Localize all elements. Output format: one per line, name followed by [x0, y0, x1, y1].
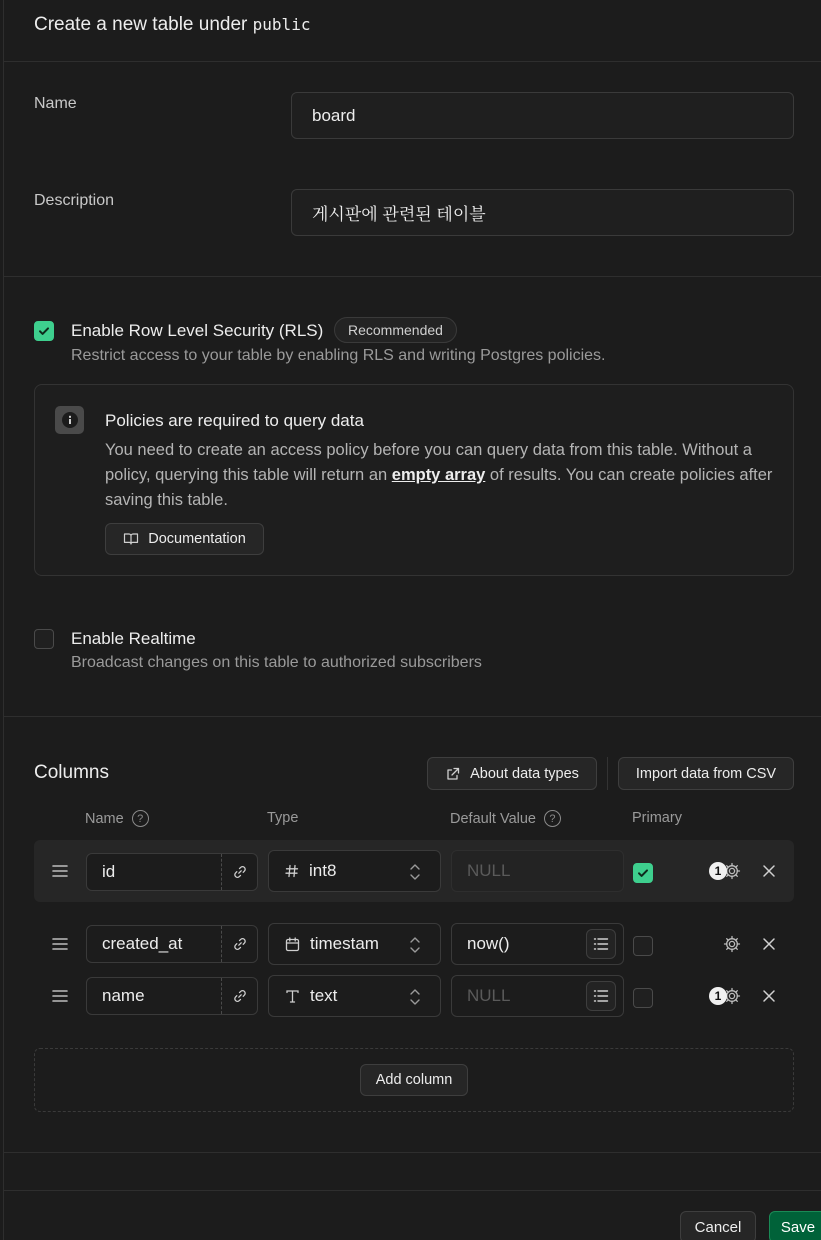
column-type-select[interactable] — [268, 975, 441, 1017]
gear-icon[interactable] — [723, 935, 741, 953]
primary-column-header: Primary — [632, 810, 682, 826]
create-table-panel — [3, 0, 821, 1240]
add-column-label: Add column — [375, 1072, 453, 1088]
import-csv-label: Import data from CSV — [635, 765, 777, 782]
help-icon[interactable]: ? — [544, 810, 561, 827]
column-default-input[interactable] — [451, 850, 624, 892]
info-icon — [55, 406, 84, 434]
drag-handle-icon[interactable] — [52, 989, 68, 1003]
rls-checkbox[interactable] — [34, 321, 54, 341]
divider — [4, 1152, 821, 1153]
column-name-input[interactable] — [86, 853, 258, 891]
notification-badge: 1 — [709, 862, 727, 880]
schema-name: public — [252, 15, 311, 34]
drag-handle-icon[interactable] — [52, 937, 68, 951]
external-link-icon — [445, 766, 461, 782]
column-name-value: id — [102, 862, 116, 881]
default-options-button[interactable] — [586, 929, 616, 959]
help-icon[interactable]: ? — [132, 810, 149, 827]
column-row — [34, 965, 794, 1027]
link-icon[interactable] — [221, 978, 257, 1014]
add-column-area — [34, 1048, 794, 1112]
name-input-value: board — [312, 105, 356, 125]
column-name-value: name — [102, 986, 145, 1005]
name-input[interactable] — [291, 92, 794, 139]
description-input-value: 게시판에 관련된 테이블 — [312, 205, 486, 224]
save-label: Save — [780, 1218, 816, 1236]
panel-title — [34, 14, 310, 36]
close-icon[interactable] — [762, 989, 776, 1003]
type-column-header: Type — [267, 810, 299, 826]
documentation-button[interactable] — [105, 523, 264, 555]
column-name-value: created_at — [102, 934, 183, 953]
link-icon[interactable] — [221, 854, 257, 890]
callout-body — [105, 438, 775, 513]
cancel-label: Cancel — [694, 1218, 742, 1236]
primary-checkbox[interactable] — [633, 863, 653, 883]
list-icon — [593, 937, 609, 951]
close-icon[interactable] — [762, 937, 776, 951]
title-text: Create a new table under — [34, 14, 248, 35]
close-icon[interactable] — [762, 864, 776, 878]
empty-array-link[interactable]: empty array — [391, 466, 486, 484]
cancel-button[interactable] — [680, 1211, 756, 1240]
check-icon — [636, 866, 650, 880]
description-label: Description — [34, 192, 115, 209]
columns-title: Columns — [34, 762, 109, 783]
column-type-value: int8 — [309, 861, 337, 880]
default-value: now() — [467, 934, 510, 953]
realtime-label: Enable Realtime — [71, 629, 196, 648]
name-header-label: Name — [85, 810, 124, 827]
divider — [4, 276, 821, 277]
save-button[interactable] — [769, 1211, 821, 1240]
column-type-select[interactable] — [268, 923, 441, 965]
calendar-icon — [285, 937, 300, 952]
recommended-badge: Recommended — [334, 317, 457, 343]
column-default-input[interactable] — [451, 923, 624, 965]
name-column-header — [85, 810, 149, 827]
policy-callout — [34, 384, 794, 576]
realtime-description: Broadcast changes on this table to authorized subscribers — [71, 654, 482, 671]
import-csv-button[interactable] — [618, 757, 794, 790]
realtime-checkbox[interactable] — [34, 629, 54, 649]
hash-icon — [285, 864, 299, 878]
column-row — [34, 840, 794, 902]
primary-checkbox[interactable] — [633, 936, 653, 956]
rls-label: Enable Row Level Security (RLS) — [71, 321, 324, 340]
list-icon — [593, 989, 609, 1003]
divider — [4, 716, 821, 717]
chevron-up-down-icon — [408, 862, 422, 882]
divider — [4, 1190, 821, 1191]
drag-handle-icon[interactable] — [52, 864, 68, 878]
callout-body-text: You need to create an access policy before you can query data from this table. Without a policy, querying this table will return an — [105, 441, 752, 484]
column-type-value: timestam — [310, 934, 379, 953]
default-header-label: Default Value — [450, 810, 536, 827]
column-default-input[interactable] — [451, 975, 624, 1017]
name-label: Name — [34, 95, 77, 112]
about-data-types-label: About data types — [470, 765, 579, 782]
callout-body-text-end: of results. You can create policies after saving this table. — [105, 466, 773, 509]
primary-checkbox[interactable] — [633, 988, 653, 1008]
notification-badge: 1 — [709, 987, 727, 1005]
about-data-types-button[interactable] — [427, 757, 597, 790]
description-input[interactable] — [291, 189, 794, 236]
default-placeholder: NULL — [467, 986, 511, 1005]
column-type-select[interactable] — [268, 850, 441, 892]
documentation-label: Documentation — [148, 531, 246, 547]
rls-description: Restrict access to your table by enabling RLS and writing Postgres policies. — [71, 347, 606, 364]
default-placeholder: NULL — [467, 861, 511, 880]
check-icon — [37, 324, 51, 338]
default-column-header — [450, 810, 561, 827]
add-column-button[interactable] — [360, 1064, 468, 1096]
book-icon — [123, 531, 139, 547]
divider — [4, 61, 821, 62]
link-icon[interactable] — [221, 926, 257, 962]
default-options-button[interactable] — [586, 981, 616, 1011]
chevron-up-down-icon — [408, 987, 422, 1007]
callout-title: Policies are required to query data — [105, 411, 364, 430]
chevron-up-down-icon — [408, 935, 422, 955]
button-separator — [607, 757, 608, 790]
column-type-value: text — [310, 986, 338, 1005]
text-type-icon — [285, 989, 300, 1004]
column-name-input[interactable] — [86, 925, 258, 963]
column-name-input[interactable] — [86, 977, 258, 1015]
